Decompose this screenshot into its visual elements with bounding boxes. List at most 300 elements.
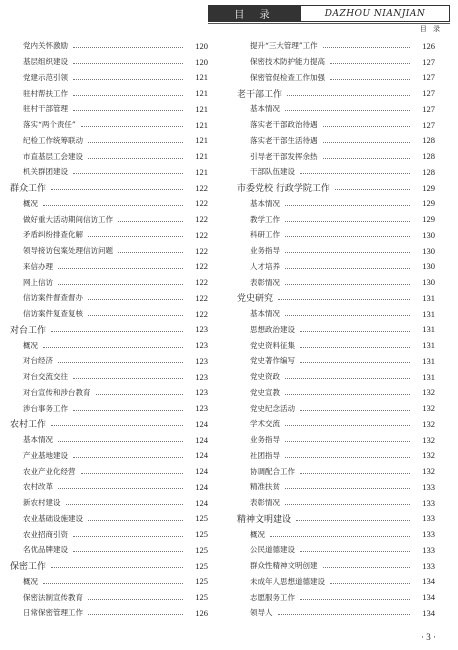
dot-leader [323, 126, 411, 127]
toc-entry-label: 社团指导 [250, 450, 280, 460]
toc-entry-page: 130 [422, 229, 435, 240]
toc-entry-page: 127 [422, 119, 435, 130]
dot-leader [73, 110, 183, 111]
toc-entry-page: 123 [195, 340, 208, 351]
dot-leader [335, 189, 410, 190]
toc-entry[interactable] [10, 526, 208, 542]
dot-leader [300, 473, 410, 474]
toc-entry-label: 概况 [23, 198, 38, 208]
toc-entry[interactable] [10, 353, 208, 369]
toc-entry-label: 矛盾纠纷排查化解 [23, 230, 83, 240]
dot-leader [300, 551, 410, 552]
toc-entry-page: 128 [422, 151, 435, 162]
toc-entry[interactable] [10, 574, 208, 590]
toc-entry-label: 学术交流 [250, 419, 280, 429]
toc-entry-label: 基本情况 [250, 198, 280, 208]
toc-entry[interactable] [237, 259, 435, 275]
toc-entry-label: 党史研究 [237, 294, 274, 305]
dot-leader [270, 536, 410, 537]
toc-section-entry[interactable] [237, 85, 435, 101]
header-title: 目 录 [209, 6, 301, 21]
toc-entry[interactable] [10, 101, 208, 117]
toc-entry-label: 保密管促检查工作加强 [250, 72, 325, 82]
toc-entry[interactable] [10, 290, 208, 306]
toc-entry-label: 精神文明建设 [237, 514, 292, 525]
dot-leader [118, 221, 183, 222]
toc-entry-page: 124 [195, 497, 208, 508]
toc-entry[interactable] [10, 542, 208, 558]
toc-entry-label: 市直基层工会建设 [23, 151, 83, 161]
toc-entry-label: 精准扶贫 [250, 482, 280, 492]
toc-entry-page: 125 [195, 560, 208, 571]
toc-entry-page: 124 [195, 450, 208, 461]
dot-leader [285, 378, 410, 379]
toc-entry[interactable] [237, 148, 435, 164]
toc-entry-page: 131 [422, 292, 435, 303]
toc-entry-label: 落实老干部政治待遇 [250, 120, 318, 130]
toc-entry-page: 122 [195, 308, 208, 319]
toc-entry-page: 134 [422, 592, 435, 603]
dot-leader [58, 441, 183, 442]
dot-leader [43, 205, 183, 206]
toc-entry-label: 概况 [250, 529, 265, 539]
toc-entry-label: 农业招商引资 [23, 529, 68, 539]
dot-leader [285, 425, 410, 426]
toc-entry-page: 122 [195, 277, 208, 288]
toc-section-entry[interactable] [237, 290, 435, 306]
toc-entry[interactable] [237, 416, 435, 432]
toc-entry-page: 130 [422, 261, 435, 272]
toc-entry[interactable] [237, 432, 435, 448]
toc-entry-label: 涉台事务工作 [23, 403, 68, 413]
toc-entry[interactable] [10, 400, 208, 416]
toc-entry-label: 党内关怀激励 [23, 41, 68, 51]
dot-leader [73, 378, 183, 379]
toc-section-entry[interactable] [237, 511, 435, 527]
toc-entry-page: 123 [195, 371, 208, 382]
dot-leader [285, 252, 410, 253]
dot-leader [73, 457, 183, 458]
toc-entry-label: 做好重大活动期间信访工作 [23, 214, 113, 224]
toc-entry-page: 127 [422, 103, 435, 114]
toc-entry[interactable] [10, 227, 208, 243]
toc-entry-label: 对台交流交往 [23, 372, 68, 382]
dot-leader [88, 142, 183, 143]
toc-entry-page: 120 [195, 40, 208, 51]
toc-entry-page: 127 [422, 72, 435, 83]
toc-entry[interactable] [237, 227, 435, 243]
toc-entry-label: 驻村帮扶工作 [23, 88, 68, 98]
toc-entry-label: 概况 [23, 340, 38, 350]
dot-leader [88, 158, 183, 159]
toc-entry[interactable] [10, 148, 208, 164]
dot-leader [300, 173, 410, 174]
toc-entry-page: 125 [195, 529, 208, 540]
toc-entry-page: 127 [422, 56, 435, 67]
dot-leader [88, 315, 183, 316]
toc-entry-page: 121 [195, 135, 208, 146]
toc-entry-label: 对台经济 [23, 356, 53, 366]
toc-entry[interactable] [237, 369, 435, 385]
dot-leader [88, 299, 183, 300]
dot-leader [51, 189, 183, 190]
toc-entry-page: 125 [195, 576, 208, 587]
toc-entry[interactable] [237, 164, 435, 180]
toc-entry-page: 132 [422, 466, 435, 477]
toc-entry-page: 121 [195, 151, 208, 162]
toc-entry-label: 科研工作 [250, 230, 280, 240]
toc-entry-page: 131 [422, 371, 435, 382]
toc-entry-label: 纪检工作统筹联动 [23, 135, 83, 145]
toc-entry[interactable] [10, 463, 208, 479]
toc-entry[interactable] [237, 38, 435, 54]
dot-leader [73, 47, 183, 48]
toc-entry[interactable] [237, 605, 435, 621]
toc-entry-page: 122 [195, 261, 208, 272]
toc-entry-page: 124 [195, 466, 208, 477]
toc-entry-label: 概况 [23, 576, 38, 586]
dot-leader [278, 614, 411, 615]
toc-entry[interactable] [10, 432, 208, 448]
toc-entry[interactable] [237, 495, 435, 511]
dot-leader [300, 362, 410, 363]
dot-leader [88, 614, 183, 615]
page-number: · 3 · [421, 632, 436, 642]
toc-entry[interactable] [10, 259, 208, 275]
dot-leader [58, 284, 183, 285]
toc-entry-page: 124 [195, 481, 208, 492]
header-rule [208, 23, 450, 24]
toc-entry-label: 表彰情况 [250, 498, 280, 508]
toc-entry-page: 122 [195, 182, 208, 193]
dot-leader [296, 520, 410, 521]
toc-entry-page: 122 [195, 214, 208, 225]
toc-section-entry[interactable] [10, 322, 208, 338]
toc-entry-label: 老干部工作 [237, 89, 283, 100]
toc-entry-page: 123 [195, 387, 208, 398]
toc-entry[interactable] [10, 133, 208, 149]
toc-entry-page: 121 [195, 72, 208, 83]
toc-entry[interactable] [10, 274, 208, 290]
toc-entry-label: 提升“三大管理”工作 [250, 41, 318, 51]
toc-entry[interactable] [237, 574, 435, 590]
toc-entry[interactable] [237, 337, 435, 353]
dot-leader [285, 268, 410, 269]
dot-leader [300, 331, 410, 332]
toc-entry-page: 134 [422, 607, 435, 618]
toc-entry[interactable] [237, 117, 435, 133]
toc-entry[interactable] [237, 385, 435, 401]
toc-entry[interactable] [237, 353, 435, 369]
dot-leader [73, 173, 183, 174]
toc-entry-page: 125 [195, 544, 208, 555]
toc-entry-page: 121 [195, 88, 208, 99]
dot-leader [73, 536, 183, 537]
toc-entry-page: 133 [422, 513, 435, 524]
dot-leader [81, 473, 184, 474]
toc-entry[interactable] [10, 385, 208, 401]
dot-leader [58, 488, 183, 489]
toc-entry-page: 132 [422, 387, 435, 398]
toc-entry-label: 党史资料征集 [250, 340, 295, 350]
toc-entry-label: 新农村建设 [23, 498, 61, 508]
toc-entry[interactable] [237, 243, 435, 259]
toc-entry[interactable] [237, 400, 435, 416]
toc-entry-page: 132 [422, 450, 435, 461]
header-section-label: 目 录 [419, 25, 442, 33]
dot-leader [330, 583, 410, 584]
toc-entry-label: 党史纪念活动 [250, 403, 295, 413]
dot-leader [43, 347, 183, 348]
toc-entry-page: 132 [422, 434, 435, 445]
toc-entry-page: 125 [195, 592, 208, 603]
toc-entry-page: 127 [422, 88, 435, 99]
toc-entry-label: 市委党校 行政学院工作 [237, 184, 330, 195]
toc-entry-label: 群众性精神文明创建 [250, 561, 318, 571]
toc-entry-page: 132 [422, 403, 435, 414]
dot-leader [285, 110, 410, 111]
toc-entry[interactable] [237, 54, 435, 70]
toc-entry[interactable] [10, 369, 208, 385]
toc-entry[interactable] [10, 85, 208, 101]
toc-entry[interactable] [10, 243, 208, 259]
toc-entry-page: 126 [195, 607, 208, 618]
toc-entry-page: 125 [195, 513, 208, 524]
toc-entry-page: 133 [422, 544, 435, 555]
toc-entry-label: 基本情况 [250, 104, 280, 114]
toc-entry[interactable] [237, 322, 435, 338]
toc-entry[interactable] [10, 54, 208, 70]
toc-entry-label: 协调配合工作 [250, 466, 295, 476]
toc-entry-label: 业务指导 [250, 246, 280, 256]
toc-entry-label: 基本情况 [250, 309, 280, 319]
toc-entry-page: 133 [422, 497, 435, 508]
toc-entry[interactable] [10, 589, 208, 605]
toc-entry-page: 134 [422, 576, 435, 587]
dot-leader [58, 362, 183, 363]
toc-entry-page: 122 [195, 245, 208, 256]
toc-entry-page: 129 [422, 182, 435, 193]
toc-entry-label: 引导老干部发挥余热 [250, 151, 318, 161]
toc-entry[interactable] [237, 463, 435, 479]
toc-entry-page: 123 [195, 324, 208, 335]
toc-entry-page: 131 [422, 324, 435, 335]
toc-entry[interactable] [10, 495, 208, 511]
toc-entry[interactable] [10, 511, 208, 527]
toc-entry-page: 130 [422, 277, 435, 288]
toc-entry[interactable] [10, 211, 208, 227]
toc-section-entry[interactable] [10, 416, 208, 432]
toc-entry-label: 教学工作 [250, 214, 280, 224]
toc-entry-label: 表彰情况 [250, 277, 280, 287]
toc-entry-page: 123 [195, 355, 208, 366]
toc-entry-label: 党史著作编写 [250, 356, 295, 366]
dot-leader [88, 599, 183, 600]
dot-leader [278, 299, 410, 300]
toc-entry-label: 党史资政 [250, 372, 280, 382]
toc-entry-label: 保密法制宣传教育 [23, 592, 83, 602]
dot-leader [323, 567, 411, 568]
toc-entry-page: 123 [195, 403, 208, 414]
dot-leader [81, 126, 183, 127]
toc-entry-label: 来信办理 [23, 261, 53, 271]
toc-entry[interactable] [237, 101, 435, 117]
toc-entry-label: 党建示范引领 [23, 72, 68, 82]
toc-entry[interactable] [10, 306, 208, 322]
toc-entry-label: 基本情况 [23, 435, 53, 445]
dot-leader [88, 236, 183, 237]
dot-leader [51, 425, 183, 426]
dot-leader [285, 504, 410, 505]
toc-entry-label: 对台宣传和涉台教育 [23, 387, 91, 397]
dot-leader [73, 410, 183, 411]
toc-entry-label: 基层组织建设 [23, 57, 68, 67]
toc-entry-label: 驻村干部管理 [23, 104, 68, 114]
dot-leader [51, 567, 183, 568]
toc-entry-page: 122 [195, 292, 208, 303]
toc-entry-label: 名优品牌建设 [23, 545, 68, 555]
dot-leader [73, 63, 183, 64]
dot-leader [323, 47, 410, 48]
dot-leader [73, 79, 183, 80]
dot-leader [285, 236, 410, 237]
dot-leader [118, 252, 183, 253]
dot-leader [330, 79, 410, 80]
toc-entry-page: 121 [195, 103, 208, 114]
toc-entry-label: 领导接访包案处理信访问题 [23, 246, 113, 256]
dot-leader [300, 347, 410, 348]
toc-entry[interactable] [237, 211, 435, 227]
dot-leader [285, 284, 410, 285]
toc-entry[interactable] [237, 274, 435, 290]
toc-entry[interactable] [237, 448, 435, 464]
toc-entry[interactable] [237, 306, 435, 322]
toc-entry[interactable] [10, 337, 208, 353]
toc-entry-label: 保密工作 [10, 562, 47, 573]
toc-entry[interactable] [10, 70, 208, 86]
dot-leader [51, 331, 183, 332]
toc-entry-label: 人才培养 [250, 261, 280, 271]
toc-entry-page: 133 [422, 481, 435, 492]
toc-entry[interactable] [10, 448, 208, 464]
toc-entry-label: 网上信访 [23, 277, 53, 287]
toc-section-entry[interactable] [237, 180, 435, 196]
toc-entry-label: 农村工作 [10, 420, 47, 431]
dot-leader [300, 410, 410, 411]
toc-entry-page: 131 [422, 308, 435, 319]
toc-entry[interactable] [10, 38, 208, 54]
toc-entry-label: 保密技术防护能力提高 [250, 57, 325, 67]
toc-entry[interactable] [237, 542, 435, 558]
toc-entry-page: 129 [422, 214, 435, 225]
toc-entry-label: 信访案件督查督办 [23, 293, 83, 303]
dot-leader [43, 583, 183, 584]
toc-entry-label: 农业基础设施建设 [23, 513, 83, 523]
dot-leader [285, 488, 410, 489]
toc-entry-page: 120 [195, 56, 208, 67]
toc-entry-page: 122 [195, 229, 208, 240]
toc-entry[interactable] [237, 70, 435, 86]
toc-entry-label: 农业产业化经营 [23, 466, 76, 476]
toc-entry-label: 信访案件复查复核 [23, 309, 83, 319]
dot-leader [73, 551, 183, 552]
dot-leader [58, 268, 183, 269]
toc-entry-page: 133 [422, 529, 435, 540]
dot-leader [66, 504, 184, 505]
toc-entry[interactable] [10, 196, 208, 212]
toc-entry-label: 领导人 [250, 608, 273, 618]
toc-entry-label: 公民道德建设 [250, 545, 295, 555]
toc-entry-label: 干部队伍建设 [250, 167, 295, 177]
dot-leader [323, 142, 411, 143]
toc-entry-page: 132 [422, 418, 435, 429]
dot-leader [96, 394, 184, 395]
running-header [208, 5, 450, 22]
dot-leader [285, 221, 410, 222]
toc-entry-label: 落实“两个责任” [23, 120, 76, 130]
toc-entry[interactable] [10, 605, 208, 621]
toc-entry-page: 131 [422, 340, 435, 351]
toc-entry-label: 对台工作 [10, 325, 47, 336]
dot-leader [285, 457, 410, 458]
toc-column-left [10, 38, 208, 621]
toc-entry-page: 121 [195, 119, 208, 130]
dot-leader [323, 158, 411, 159]
toc-entry[interactable] [10, 164, 208, 180]
toc-entry-page: 133 [422, 560, 435, 571]
toc-entry[interactable] [237, 479, 435, 495]
dot-leader [285, 315, 410, 316]
toc-entry-page: 124 [195, 434, 208, 445]
toc-entry-page: 128 [422, 166, 435, 177]
toc-entry-label: 业务指导 [250, 435, 280, 445]
toc-entry-page: 128 [422, 135, 435, 146]
toc-section-entry[interactable] [10, 558, 208, 574]
toc-entry-label: 党史宣教 [250, 387, 280, 397]
dot-leader [300, 599, 410, 600]
toc-entry-label: 日常保密管理工作 [23, 608, 83, 618]
toc-entry[interactable] [10, 479, 208, 495]
toc-entry[interactable] [237, 526, 435, 542]
dot-leader [285, 394, 410, 395]
dot-leader [88, 520, 183, 521]
dot-leader [287, 95, 410, 96]
toc-entry-page: 122 [195, 198, 208, 209]
dot-leader [285, 205, 410, 206]
toc-column-right [237, 38, 435, 621]
toc-section-entry[interactable] [10, 180, 208, 196]
toc-entry-page: 121 [195, 166, 208, 177]
toc-entry[interactable] [237, 133, 435, 149]
toc-entry-page: 129 [422, 198, 435, 209]
toc-entry-label: 思想政治建设 [250, 324, 295, 334]
toc-entry-page: 131 [422, 355, 435, 366]
toc-entry[interactable] [10, 117, 208, 133]
dot-leader [73, 95, 183, 96]
toc-entry-label: 农村改革 [23, 482, 53, 492]
toc-entry[interactable] [237, 558, 435, 574]
header-book-name: DAZHOU NIANJIAN [324, 8, 426, 19]
toc-entry-label: 落实老干部生活待遇 [250, 135, 318, 145]
toc-entry-page: 124 [195, 418, 208, 429]
toc-entry-label: 机关群团建设 [23, 167, 68, 177]
toc-entry[interactable] [237, 196, 435, 212]
toc-entry[interactable] [237, 589, 435, 605]
toc-entry-page: 130 [422, 245, 435, 256]
dot-leader [330, 63, 410, 64]
toc-entry-label: 产业基地建设 [23, 450, 68, 460]
toc-entry-label: 群众工作 [10, 184, 47, 195]
